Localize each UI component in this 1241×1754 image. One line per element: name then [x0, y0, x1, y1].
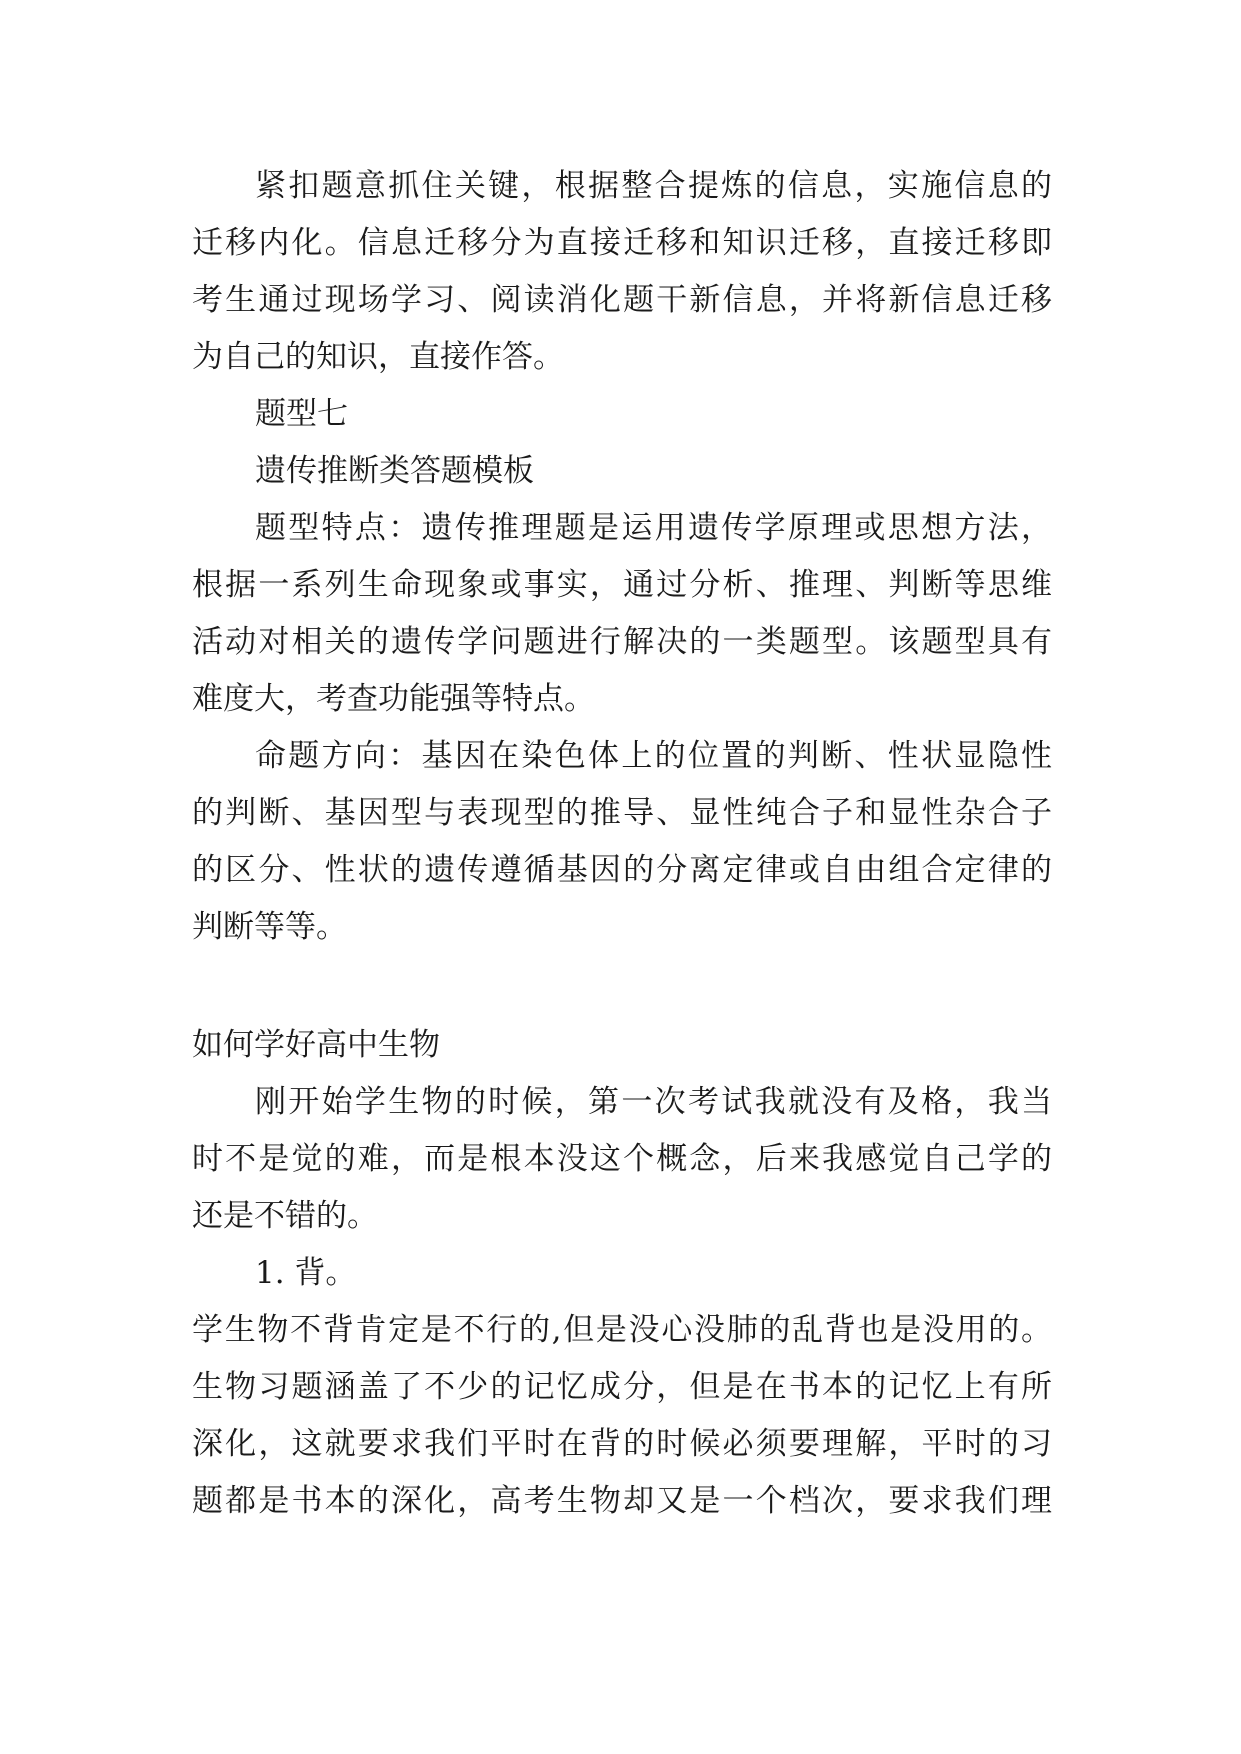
- paragraph-line: 生物习题涵盖了不少的记忆成分，但是在书本的记忆上有所: [192, 1369, 1052, 1405]
- paragraph-line: 的判断、基因型与表现型的推导、显性纯合子和显性杂合子: [192, 795, 1052, 831]
- paragraph-line: 刚开始学生物的时候，第一次考试我就没有及格，我当: [255, 1084, 1052, 1120]
- paragraph-line: 迁移内化。信息迁移分为直接迁移和知识迁移，直接迁移即: [192, 225, 1052, 261]
- section-subheading: 遗传推断类答题模板: [255, 453, 534, 489]
- paragraph-line: 判断等等。: [192, 909, 347, 945]
- paragraph-line: 难度大，考查功能强等特点。: [192, 681, 595, 717]
- paragraph-line: 题型特点：遗传推理题是运用遗传学原理或思想方法，: [255, 510, 1052, 546]
- list-item-heading: 1. 背。: [255, 1255, 357, 1291]
- paragraph-line: 根据一系列生命现象或事实，通过分析、推理、判断等思维: [192, 567, 1052, 603]
- paragraph-line: 考生通过现场学习、阅读消化题干新信息，并将新信息迁移: [192, 282, 1052, 318]
- paragraph-line: 为自己的知识，直接作答。: [192, 339, 564, 375]
- paragraph-line: 紧扣题意抓住关键，根据整合提炼的信息，实施信息的: [255, 168, 1052, 204]
- paragraph-line: 命题方向：基因在染色体上的位置的判断、性状显隐性: [255, 738, 1052, 774]
- paragraph-line: 学生物不背肯定是不行的,但是没心没肺的乱背也是没用的。: [192, 1312, 1052, 1348]
- paragraph-line: 还是不错的。: [192, 1198, 378, 1234]
- article-title: 如何学好高中生物: [192, 1027, 440, 1063]
- paragraph-line: 活动对相关的遗传学问题进行解决的一类题型。该题型具有: [192, 624, 1052, 660]
- paragraph-line: 的区分、性状的遗传遵循基因的分离定律或自由组合定律的: [192, 852, 1052, 888]
- paragraph-line: 题都是书本的深化，高考生物却又是一个档次，要求我们理: [192, 1483, 1052, 1519]
- paragraph-line: 深化，这就要求我们平时在背的时候必须要理解，平时的习: [192, 1426, 1052, 1462]
- paragraph-line: 时不是觉的难，而是根本没这个概念，后来我感觉自己学的: [192, 1141, 1052, 1177]
- section-heading: 题型七: [255, 396, 348, 432]
